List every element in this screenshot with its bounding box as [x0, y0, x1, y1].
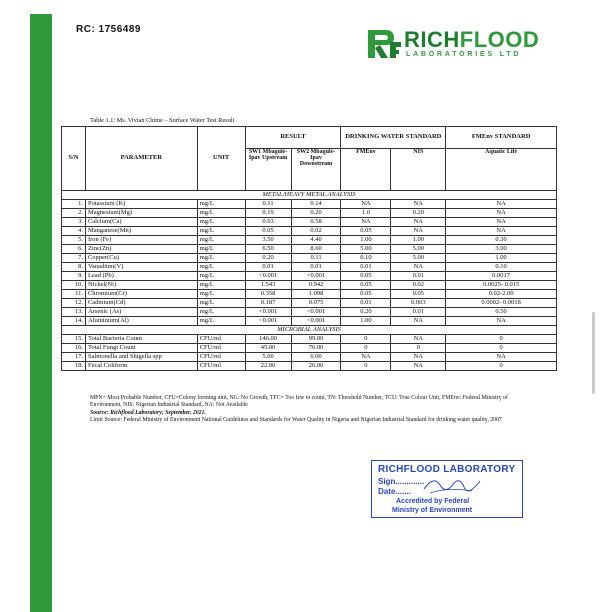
- laboratory-stamp: [371, 460, 523, 518]
- row-sn: 1.: [62, 200, 86, 209]
- row-sw2: 0.075: [291, 299, 341, 308]
- notes: [90, 395, 530, 425]
- row-aquatic: NA: [446, 209, 557, 218]
- row-sw2: <0.001: [291, 308, 341, 317]
- row-nis: 1.00: [391, 236, 446, 245]
- row-unit: CFU/ml: [197, 344, 245, 353]
- row-fmenv: 1.00: [341, 236, 391, 245]
- table-row: [62, 344, 557, 353]
- row-parameter: Chromium(Cr): [85, 290, 197, 299]
- logo-brand: RICHFLOOD: [404, 27, 540, 52]
- table-row: [62, 245, 557, 254]
- row-sw1: <0.001: [245, 272, 291, 281]
- row-sw1: 45.00: [245, 344, 291, 353]
- section-metal: METAL/HEAVY METAL ANALYSIS: [62, 191, 557, 200]
- row-sw1: 146.00: [245, 335, 291, 344]
- row-sn: 10.: [62, 281, 86, 290]
- row-sn: 5.: [62, 236, 86, 245]
- row-parameter: Fecal Coliform: [85, 362, 197, 371]
- row-sw2: 0.58: [291, 218, 341, 227]
- row-fmenv: 5.00: [341, 245, 391, 254]
- row-nis: 0.01: [391, 272, 446, 281]
- row-sn: 16.: [62, 344, 86, 353]
- row-sw1: 6.50: [245, 245, 291, 254]
- row-nis: 0.20: [391, 209, 446, 218]
- col-result: RESULT: [245, 127, 341, 149]
- row-aquatic: 1.00: [446, 254, 557, 263]
- row-aquatic: 0: [446, 344, 557, 353]
- row-sn: 13.: [62, 308, 86, 317]
- row-sw1: 0.01: [245, 263, 291, 272]
- row-unit: mg/L: [197, 263, 245, 272]
- table-row: [62, 218, 557, 227]
- notes-limit-source: Limit Source: Federal Ministry of Environment National Guidelines and Standards for Water Quality in Nigeria and Nigerian Industrial Standard for drinking water quality, 2007: [90, 417, 502, 424]
- row-unit: mg/L: [197, 290, 245, 299]
- row-sw1: 3.50: [245, 236, 291, 245]
- row-unit: CFU/ml: [197, 353, 245, 362]
- col-aquatic-life: Aquatic Life: [446, 149, 557, 191]
- row-parameter: Nickel(Ni): [85, 281, 197, 290]
- row-parameter: Total Fungi Count: [85, 344, 197, 353]
- left-green-bar: [30, 14, 52, 612]
- row-unit: mg/L: [197, 218, 245, 227]
- row-sn: 11.: [62, 290, 86, 299]
- table-row: [62, 200, 557, 209]
- stamp-ministry: Ministry of Environment: [392, 507, 473, 514]
- table-row: [62, 317, 557, 326]
- row-nis: NA: [391, 335, 446, 344]
- row-sn: 2.: [62, 209, 86, 218]
- row-aquatic: 0: [446, 362, 557, 371]
- row-sw2: <0.001: [291, 317, 341, 326]
- notes-source: Source: Richflood Laboratory; September, 2021.: [90, 409, 206, 416]
- rf-logo-icon: [366, 26, 402, 62]
- scrollbar-thumb[interactable]: [592, 312, 595, 394]
- row-fmenv: 0.05: [341, 281, 391, 290]
- row-nis: 5.00: [391, 254, 446, 263]
- row-nis: 5.00: [391, 245, 446, 254]
- table-row: [62, 236, 557, 245]
- row-aquatic: 3.00: [446, 245, 557, 254]
- row-sw2: <0.001: [291, 272, 341, 281]
- row-unit: mg/L: [197, 299, 245, 308]
- row-sn: 7.: [62, 254, 86, 263]
- table-row: [62, 209, 557, 218]
- row-sw1: 22.00: [245, 362, 291, 371]
- table-row: [62, 335, 557, 344]
- row-fmenv: 0.10: [341, 254, 391, 263]
- row-fmenv: 0.05: [341, 290, 391, 299]
- row-nis: NA: [391, 227, 446, 236]
- row-sw2: 99.00: [291, 335, 341, 344]
- row-fmenv: 0: [341, 335, 391, 344]
- row-aquatic: 0: [446, 335, 557, 344]
- row-nis: 0.003: [391, 299, 446, 308]
- row-nis: NA: [391, 317, 446, 326]
- row-sw2: 8.60: [291, 245, 341, 254]
- row-sw2: 4.40: [291, 236, 341, 245]
- row-unit: mg/L: [197, 209, 245, 218]
- row-sw2: 0.02: [291, 227, 341, 236]
- row-aquatic: 0.50: [446, 308, 557, 317]
- table-row: [62, 272, 557, 281]
- row-aquatic: 0.0025- 0.015: [446, 281, 557, 290]
- row-aquatic: 0.30: [446, 236, 557, 245]
- row-unit: mg/L: [197, 254, 245, 263]
- row-unit: mg/L: [197, 200, 245, 209]
- row-aquatic: NA: [446, 227, 557, 236]
- row-aquatic: NA: [446, 353, 557, 362]
- row-parameter: Magnesium(Mg): [85, 209, 197, 218]
- row-parameter: Lead (Pb): [85, 272, 197, 281]
- row-aquatic: NA: [446, 317, 557, 326]
- row-parameter: Vanadium(V): [85, 263, 197, 272]
- stamp-sign: Sign.............: [378, 477, 425, 486]
- row-fmenv: 0.20: [341, 308, 391, 317]
- row-unit: mg/L: [197, 281, 245, 290]
- row-parameter: Iron (Fe): [85, 236, 197, 245]
- row-aquatic: 0.0002- 0.0018: [446, 299, 557, 308]
- col-parameter: PARAMETER: [85, 127, 197, 191]
- row-nis: NA: [391, 362, 446, 371]
- row-nis: NA: [391, 263, 446, 272]
- table-row: [62, 299, 557, 308]
- row-sw2: 1.098: [291, 290, 341, 299]
- row-unit: mg/L: [197, 317, 245, 326]
- table-row: [62, 281, 557, 290]
- row-nis: 0: [391, 344, 446, 353]
- row-aquatic: 0.02-2.00: [446, 290, 557, 299]
- stamp-accredited: Accredited by Federal: [396, 498, 470, 505]
- results-table: [61, 126, 557, 371]
- row-sn: 12.: [62, 299, 86, 308]
- table-row: [62, 263, 557, 272]
- row-sw1: 5.00: [245, 353, 291, 362]
- row-nis: 0.01: [391, 308, 446, 317]
- row-parameter: Potassium (K): [85, 200, 197, 209]
- row-unit: mg/L: [197, 236, 245, 245]
- col-sw2: SW2 Mbagule-Ipav Downstream: [291, 149, 341, 191]
- row-sw1: 0.11: [245, 200, 291, 209]
- row-unit: mg/L: [197, 308, 245, 317]
- row-parameter: Calcium(Ca): [85, 218, 197, 227]
- table-row: [62, 308, 557, 317]
- row-fmenv: NA: [341, 353, 391, 362]
- row-unit: mg/L: [197, 227, 245, 236]
- row-sw2: 0.942: [291, 281, 341, 290]
- col-drinking-water: DRINKING WATER STANDARD: [341, 127, 446, 149]
- row-sn: 9.: [62, 272, 86, 281]
- row-sn: 4.: [62, 227, 86, 236]
- row-unit: mg/L: [197, 272, 245, 281]
- table-row: [62, 290, 557, 299]
- row-parameter: Total Bacteria Count: [85, 335, 197, 344]
- row-sw2: 0.14: [291, 200, 341, 209]
- row-sw1: 0.358: [245, 290, 291, 299]
- table-row: [62, 254, 557, 263]
- col-fmenv: FMEnv: [341, 149, 391, 191]
- col-fmenv-standard: FMEnv STANDARD: [446, 127, 557, 149]
- row-parameter: Arsenic (As): [85, 308, 197, 317]
- row-sn: 18.: [62, 362, 86, 371]
- row-fmenv: 1.00: [341, 317, 391, 326]
- section-microbial: MICROBIAL ANALYSIS: [62, 326, 557, 335]
- stamp-title: RICHFLOOD LABORATORY: [378, 464, 516, 475]
- rc-number: RC: 1756489: [76, 24, 141, 35]
- table-row: [62, 362, 557, 371]
- row-fmenv: 0.01: [341, 263, 391, 272]
- row-parameter: Manganese(Mn): [85, 227, 197, 236]
- row-nis: 0.02: [391, 281, 446, 290]
- row-fmenv: NA: [341, 200, 391, 209]
- table-row: [62, 353, 557, 362]
- row-sn: 14.: [62, 317, 86, 326]
- row-parameter: Zinc(Zn): [85, 245, 197, 254]
- col-unit: UNIT: [197, 127, 245, 191]
- table-row: [62, 227, 557, 236]
- row-fmenv: 0: [341, 344, 391, 353]
- stamp-date: Date.......: [378, 487, 411, 496]
- row-sw2: 0.20: [291, 209, 341, 218]
- row-sn: 17.: [62, 353, 86, 362]
- row-parameter: Aluminium(Al): [85, 317, 197, 326]
- row-fmenv: 1.0: [341, 209, 391, 218]
- row-sn: 6.: [62, 245, 86, 254]
- row-sw1: 0.19: [245, 209, 291, 218]
- row-unit: CFU/ml: [197, 335, 245, 344]
- col-nis: NIS: [391, 149, 446, 191]
- row-aquatic: NA: [446, 200, 557, 209]
- row-unit: mg/L: [197, 245, 245, 254]
- col-sn: S/N: [62, 127, 86, 191]
- row-parameter: Copper(Cu): [85, 254, 197, 263]
- row-sn: 8.: [62, 263, 86, 272]
- row-sw2: 76.00: [291, 344, 341, 353]
- row-sw2: 0.01: [291, 263, 341, 272]
- row-sw1: 0.63: [245, 218, 291, 227]
- row-sw2: 0.11: [291, 254, 341, 263]
- col-sw1: SW1 Mbagule-Ipav Upstream: [245, 149, 291, 191]
- row-fmenv: 0: [341, 362, 391, 371]
- row-sw2: 26.00: [291, 362, 341, 371]
- row-parameter: Salmonella and Shigella spp: [85, 353, 197, 362]
- row-nis: NA: [391, 218, 446, 227]
- row-sn: 3.: [62, 218, 86, 227]
- row-nis: 0.05: [391, 290, 446, 299]
- row-fmenv: NA: [341, 218, 391, 227]
- row-sn: 15.: [62, 335, 86, 344]
- row-aquatic: 0.10: [446, 263, 557, 272]
- row-fmenv: 0.01: [341, 299, 391, 308]
- notes-abbreviations: MPN= Most Probable Number, CFU=Colony forming unit, NG: No Growth, TFC= Too few to count, TN: Threshold Number, TCU: True Colour Unit, FMEnv: Federal Ministry of Environment, NIS: Nigerian Industrial Standard, NA: Not Available: [90, 395, 508, 409]
- row-fmenv: 0.05: [341, 272, 391, 281]
- row-sw2: 6.00: [291, 353, 341, 362]
- row-aquatic: 0.0017: [446, 272, 557, 281]
- row-sw1: 0.20: [245, 254, 291, 263]
- logo-subtitle: LABORATORIES LTD: [406, 51, 522, 58]
- row-nis: NA: [391, 353, 446, 362]
- table-caption: Table 1.1: Ms. Vivian Chime – Surface Water Test Result: [90, 117, 235, 124]
- row-sw1: <0.001: [245, 308, 291, 317]
- row-nis: NA: [391, 200, 446, 209]
- row-unit: CFU/ml: [197, 362, 245, 371]
- row-aquatic: NA: [446, 218, 557, 227]
- row-parameter: Cadmium(Cd): [85, 299, 197, 308]
- row-fmenv: 0.05: [341, 227, 391, 236]
- signature-scribble: [420, 473, 490, 495]
- richflood-logo: [366, 26, 556, 62]
- row-sw1: 0.05: [245, 227, 291, 236]
- row-sw1: 1.543: [245, 281, 291, 290]
- row-sw1: <0.001: [245, 317, 291, 326]
- row-sw1: 0.187: [245, 299, 291, 308]
